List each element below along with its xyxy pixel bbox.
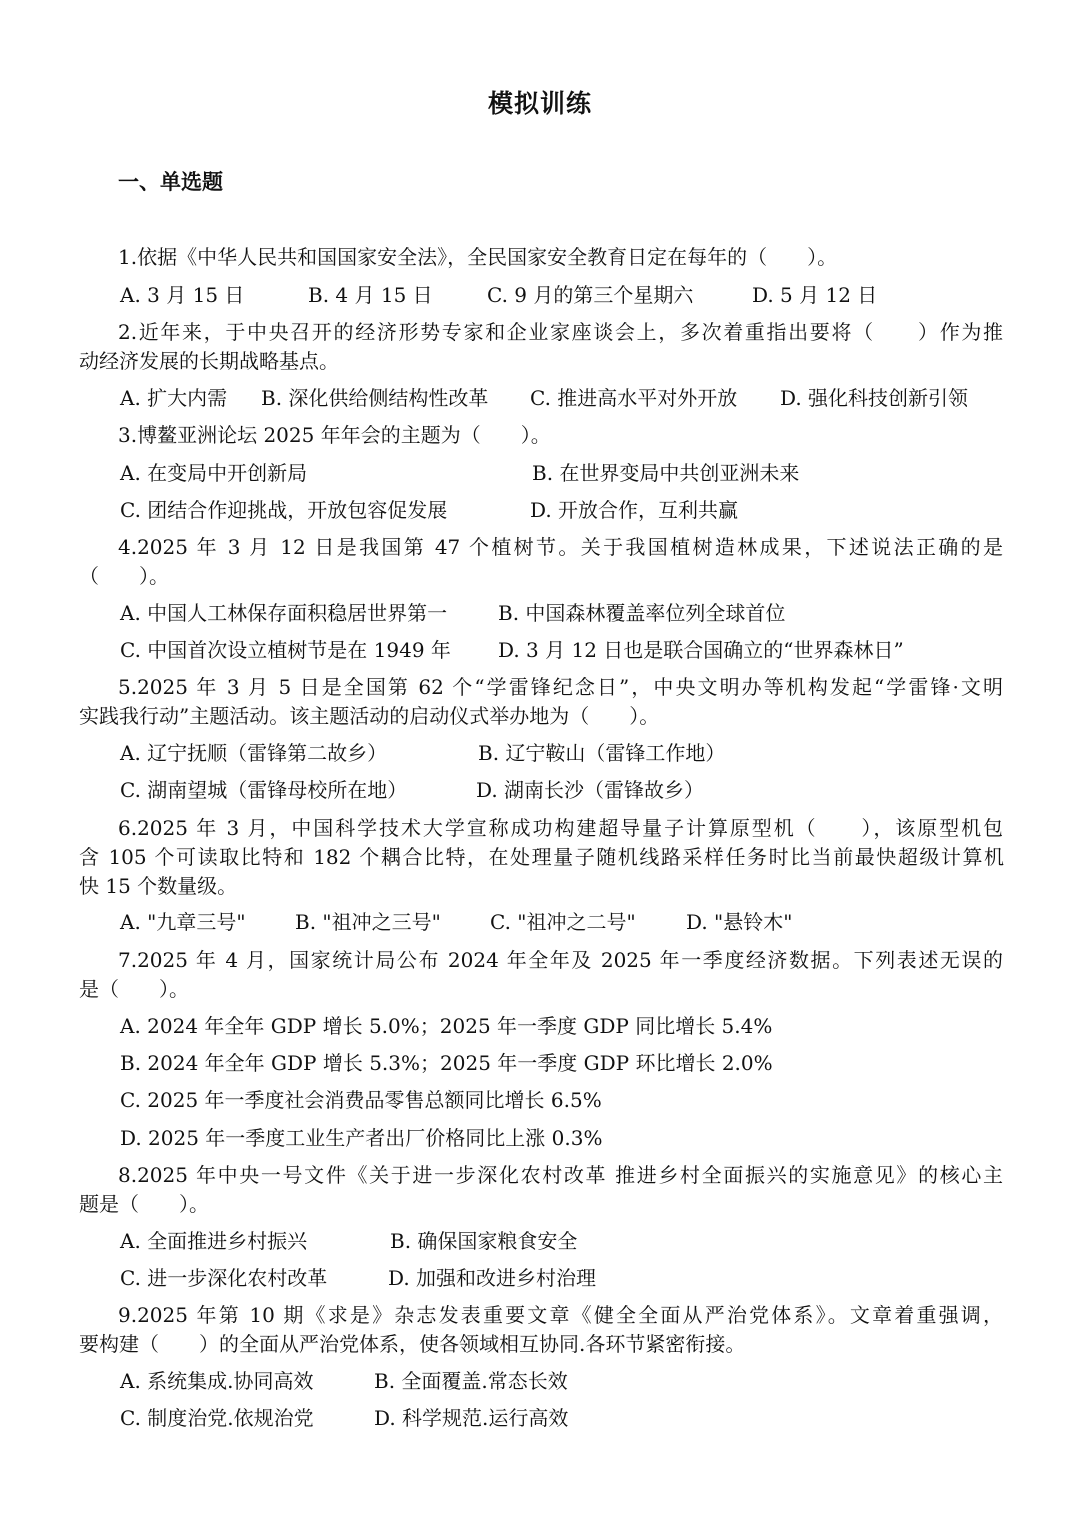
option-a: A. 全面推进乡村振兴 bbox=[120, 1229, 308, 1253]
option-b: B. 4 月 15 日 bbox=[308, 283, 433, 307]
option-b: B. 全面覆盖.常态长效 bbox=[374, 1369, 568, 1393]
option-a: A. "九章三号" bbox=[120, 910, 246, 934]
option-a: A. 系统集成.协同高效 bbox=[120, 1369, 314, 1393]
option-d: D. 加强和改进乡村治理 bbox=[388, 1266, 597, 1290]
question-7-option-a: A. 2024 年全年 GDP 增长 5.0%；2025 年一季度 GDP 同比增长 5.4% bbox=[120, 1014, 773, 1038]
option-d: D. 3 月 12 日也是联合国确立的“世界森林日” bbox=[498, 638, 904, 662]
question-7-option-d: D. 2025 年一季度工业生产者出厂价格同比上涨 0.3% bbox=[120, 1126, 603, 1150]
question-9-stem-cont: 要构建（ ）的全面从严治党体系，使各领域相互协同.各环节紧密衔接。 bbox=[79, 1332, 746, 1356]
option-c: C. "祖冲之二号" bbox=[490, 910, 636, 934]
option-d: D. 5 月 12 日 bbox=[752, 283, 878, 307]
option-a: A. 中国人工林保存面积稳居世界第一 bbox=[120, 601, 448, 625]
option-d: D. 强化科技创新引领 bbox=[780, 386, 969, 410]
option-b: B. 确保国家粮食安全 bbox=[390, 1229, 578, 1253]
option-a: A. 3 月 15 日 bbox=[120, 283, 245, 307]
option-a: A. 扩大内需 bbox=[120, 386, 228, 410]
question-4-stem: 4.2025 年 3 月 12 日是我国第 47 个植树节。关于我国植树造林成果，下述说法正确的是 bbox=[118, 535, 1003, 559]
question-7-option-c: C. 2025 年一季度社会消费品零售总额同比增长 6.5% bbox=[120, 1088, 602, 1112]
question-5-stem: 5.2025 年 3 月 5 日是全国第 62 个“学雷锋纪念日”，中央文明办等机构发起“学雷锋·文明 bbox=[118, 675, 1003, 699]
option-c: C. 湖南望城（雷锋母校所在地） bbox=[120, 778, 408, 802]
option-d: D. 湖南长沙（雷锋故乡） bbox=[476, 778, 705, 802]
question-3-stem: 3.博鳌亚洲论坛 2025 年年会的主题为（ ）。 bbox=[118, 423, 551, 447]
option-b: B. "祖冲之三号" bbox=[295, 910, 441, 934]
option-d: D. 科学规范.运行高效 bbox=[374, 1406, 569, 1430]
page-title: 模拟训练 bbox=[487, 89, 592, 118]
question-8-stem: 8.2025 年中央一号文件《关于进一步深化农村改革 推进乡村全面振兴的实施意见》的核心主 bbox=[118, 1163, 1003, 1187]
option-c: C. 进一步深化农村改革 bbox=[120, 1266, 328, 1290]
question-7-stem: 7.2025 年 4 月，国家统计局公布 2024 年全年及 2025 年一季度经济数据。下列表述无误的 bbox=[118, 948, 1003, 972]
question-6-stem-cont: 含 105 个可读取比特和 182 个耦合比特，在处理量子随机线路采样任务时比当前最快超级计算机 bbox=[79, 845, 1004, 869]
question-6-stem-cont2: 快 15 个数量级。 bbox=[79, 874, 238, 898]
option-b: B. 辽宁鞍山（雷锋工作地） bbox=[478, 741, 726, 765]
option-c: C. 推进高水平对外开放 bbox=[530, 386, 738, 410]
question-2-stem: 2.近年来，于中央召开的经济形势专家和企业家座谈会上，多次着重指出要将（ ）作为推 bbox=[118, 320, 1003, 344]
section-heading: 一、单选题 bbox=[118, 169, 223, 194]
question-1-stem: 1.依据《中华人民共和国国家安全法》，全民国家安全教育日定在每年的（ ）。 bbox=[118, 245, 838, 269]
option-d: D. 开放合作，互利共赢 bbox=[530, 498, 739, 522]
option-c: C. 9 月的第三个星期六 bbox=[487, 283, 694, 307]
option-b: B. 深化供给侧结构性改革 bbox=[261, 386, 489, 410]
question-5-stem-cont: 实践我行动”主题活动。该主题活动的启动仪式举办地为（ ）。 bbox=[79, 704, 660, 728]
option-c: C. 中国首次设立植树节是在 1949 年 bbox=[120, 638, 451, 662]
question-2-stem-cont: 动经济发展的长期战略基点。 bbox=[79, 349, 339, 373]
question-7-option-b: B. 2024 年全年 GDP 增长 5.3%；2025 年一季度 GDP 环比增长 2.0% bbox=[120, 1051, 773, 1075]
question-6-stem: 6.2025 年 3 月，中国科学技术大学宣称成功构建超导量子计算原型机（ ），该原型机包 bbox=[118, 816, 1003, 840]
option-b: B. 在世界变局中共创亚洲未来 bbox=[532, 461, 800, 485]
question-4-stem-cont: （ ）。 bbox=[79, 564, 169, 588]
option-c: C. 团结合作迎挑战，开放包容促发展 bbox=[120, 498, 448, 522]
option-a: A. 在变局中开创新局 bbox=[120, 461, 308, 485]
option-b: B. 中国森林覆盖率位列全球首位 bbox=[498, 601, 786, 625]
question-8-stem-cont: 题是（ ）。 bbox=[79, 1192, 209, 1216]
option-a: A. 辽宁抚顺（雷锋第二故乡） bbox=[120, 741, 388, 765]
option-c: C. 制度治党.依规治党 bbox=[120, 1406, 314, 1430]
option-d: D. "悬铃木" bbox=[686, 910, 793, 934]
question-9-stem: 9.2025 年第 10 期《求是》杂志发表重要文章《健全全面从严治党体系》。文章着重强调， bbox=[118, 1303, 1003, 1327]
question-7-stem-cont: 是（ ）。 bbox=[79, 977, 189, 1001]
